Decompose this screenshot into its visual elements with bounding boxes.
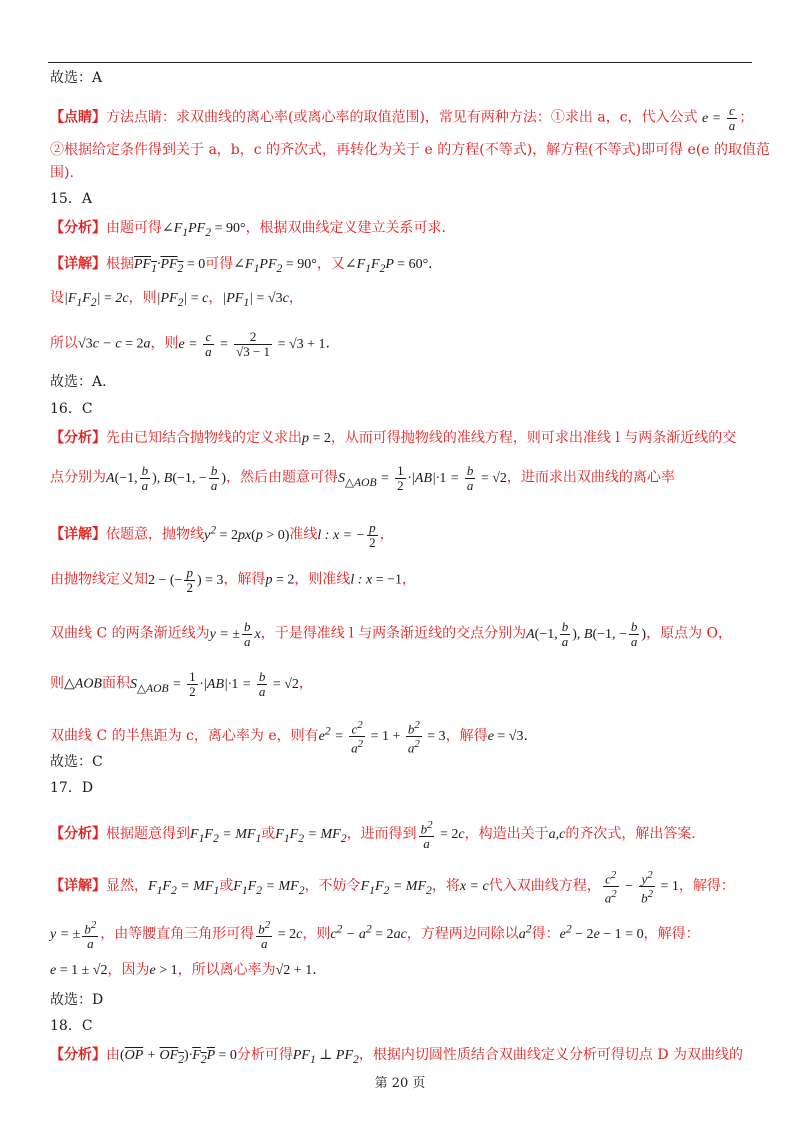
header-rule xyxy=(48,62,752,63)
prev-answer: 故选：A xyxy=(50,70,103,86)
q18-heading: 18．C xyxy=(50,1018,93,1034)
dianjing-line-3: 围). xyxy=(50,165,74,181)
dianjing-line-2: ②根据给定条件得到关于 a，b，c 的齐次式，再转化为关于 e 的方程(不等式)，解方程(不等式)即可得 e(e 的取值范 xyxy=(50,142,771,158)
q16-analysis-2: 点分别为A(−1, $\frac{b}{a}$ ), B(−1, − $\frac{b}{a}$ )，然后由题意可得$S_{\triangle AOB}$ = $\frac{1}{2}$ ·|AB|·1 = $\frac{b}{a}$ = √2，进而求出双曲线的离心率 xyxy=(50,463,675,493)
q17-detail-1: 【详解】显然，$F_1F_2 = MF_1$或$F_1F_2 = MF_2$，不妨令$F_1F_2 = MF_2$，将x = c代入双曲线方程， $\frac{c^2}{a^2}$ − $\frac{y^2}{b^2}$ = 1，解得： xyxy=(50,869,735,906)
q15-solve: 所以√3c − c = 2a，则e = $\frac{c}{a}$ = $\frac{2}{√3 - 1}$ = √3 + 1. xyxy=(50,329,330,359)
eccentricity-formula: e = $\frac{c}{a}$ xyxy=(702,103,736,133)
q16-detail-1: 【详解】依题意，抛物线$y^2 = 2px(p > 0)$准线l : x = − $\frac{p}{2}$ ， xyxy=(50,519,394,550)
q15-analysis: 【分析】由题可得$\angle F_1PF_2 = 90^\circ$，根据双曲线定义建立关系可求. xyxy=(50,220,447,239)
page-number: 第 20 页 xyxy=(374,1076,426,1091)
q16-answer: 故选：C xyxy=(50,754,103,770)
q18-analysis: 【分析】由$(\overline{OP} + OF_2)\cdot F_2P = 0$分析可得$PF_1$ ⊥ $PF_2$，根据内切圆性质结合双曲线定义分析可得切点 D 为双曲线的 xyxy=(50,1047,743,1066)
q16-heading: 16．C xyxy=(50,401,93,417)
dianjing-line-1: 【点睛】方法点睛：求双曲线的离心率(或离心率的取值范围)，常见有两种方法：①求出 a，c，代入公式 e = $\frac{c}{a}$ ； xyxy=(50,103,754,133)
q16-detail-5: 双曲线 C 的半焦距为 c，离心率为 e，则有$e^2$ = $\frac{c^2}{a^2}$ = 1 + $\frac{b^2}{a^2}$ = 3，解得e = √3. xyxy=(50,719,528,756)
q16-detail-3: 双曲线 C 的两条渐近线为y = ± $\frac{b}{a}$ x，于是得准线 l 与两条渐近线的交点分别为A(−1, $\frac{b}{a}$ ), B(−1, − $\frac{b}{a}$ )，原点为 O， xyxy=(50,619,733,649)
q17-analysis: 【分析】根据题意得到$F_1F_2 = MF_1$或$F_1F_2 = MF_2$，进而得到 $\frac{b^2}{a}$ = 2c，构造出关于a,c的齐次式，解出答案. xyxy=(50,819,696,852)
q15-answer: 故选：A. xyxy=(50,374,107,390)
q15-assume: 设$|F_1F_2| = 2c$，则$|PF_2| = c$，$|PF_1| = √3c$， xyxy=(50,290,303,309)
dianjing-tag: 【点睛】 xyxy=(50,109,106,126)
q17-answer: 故选：D xyxy=(50,992,104,1008)
q17-detail-3: e = 1 ± √2，因为e > 1，所以离心率为√2 + 1. xyxy=(50,962,317,978)
q16-detail-4: 则△AOB面积$S_{\triangle AOB}$ = $\frac{1}{2}$ ·|AB|·1 = $\frac{b}{a}$ = √2， xyxy=(50,669,313,699)
q16-detail-2: 由抛物线定义知2 − (− $\frac{p}{2}$ ) = 3，解得p = 2，则准线l : x = −1， xyxy=(50,565,416,595)
q17-heading: 17．D xyxy=(50,780,94,796)
q15-heading: 15．A xyxy=(50,191,92,207)
q17-detail-2: y = ± $\frac{b^2}{a}$ ，由等腰直角三角形可得 $\frac{b^2}{a}$ = 2c，则$c^2 - a^2 = 2ac$，方程两边同除以$a^2$得：$e^2 - 2e - 1 = 0$，解得： xyxy=(50,919,700,952)
q15-detail: 【详解】根据$PF_1\cdot PF_2 = 0$可得$\angle F_1PF_2 = 90^\circ$，又$\angle F_1F_2P = 60^\circ$. xyxy=(50,256,433,275)
q16-analysis-1: 【分析】先由已知结合抛物线的定义求出p = 2，从而可得抛物线的准线方程，则可求出准线 l 与两条渐近线的交 xyxy=(50,430,737,446)
